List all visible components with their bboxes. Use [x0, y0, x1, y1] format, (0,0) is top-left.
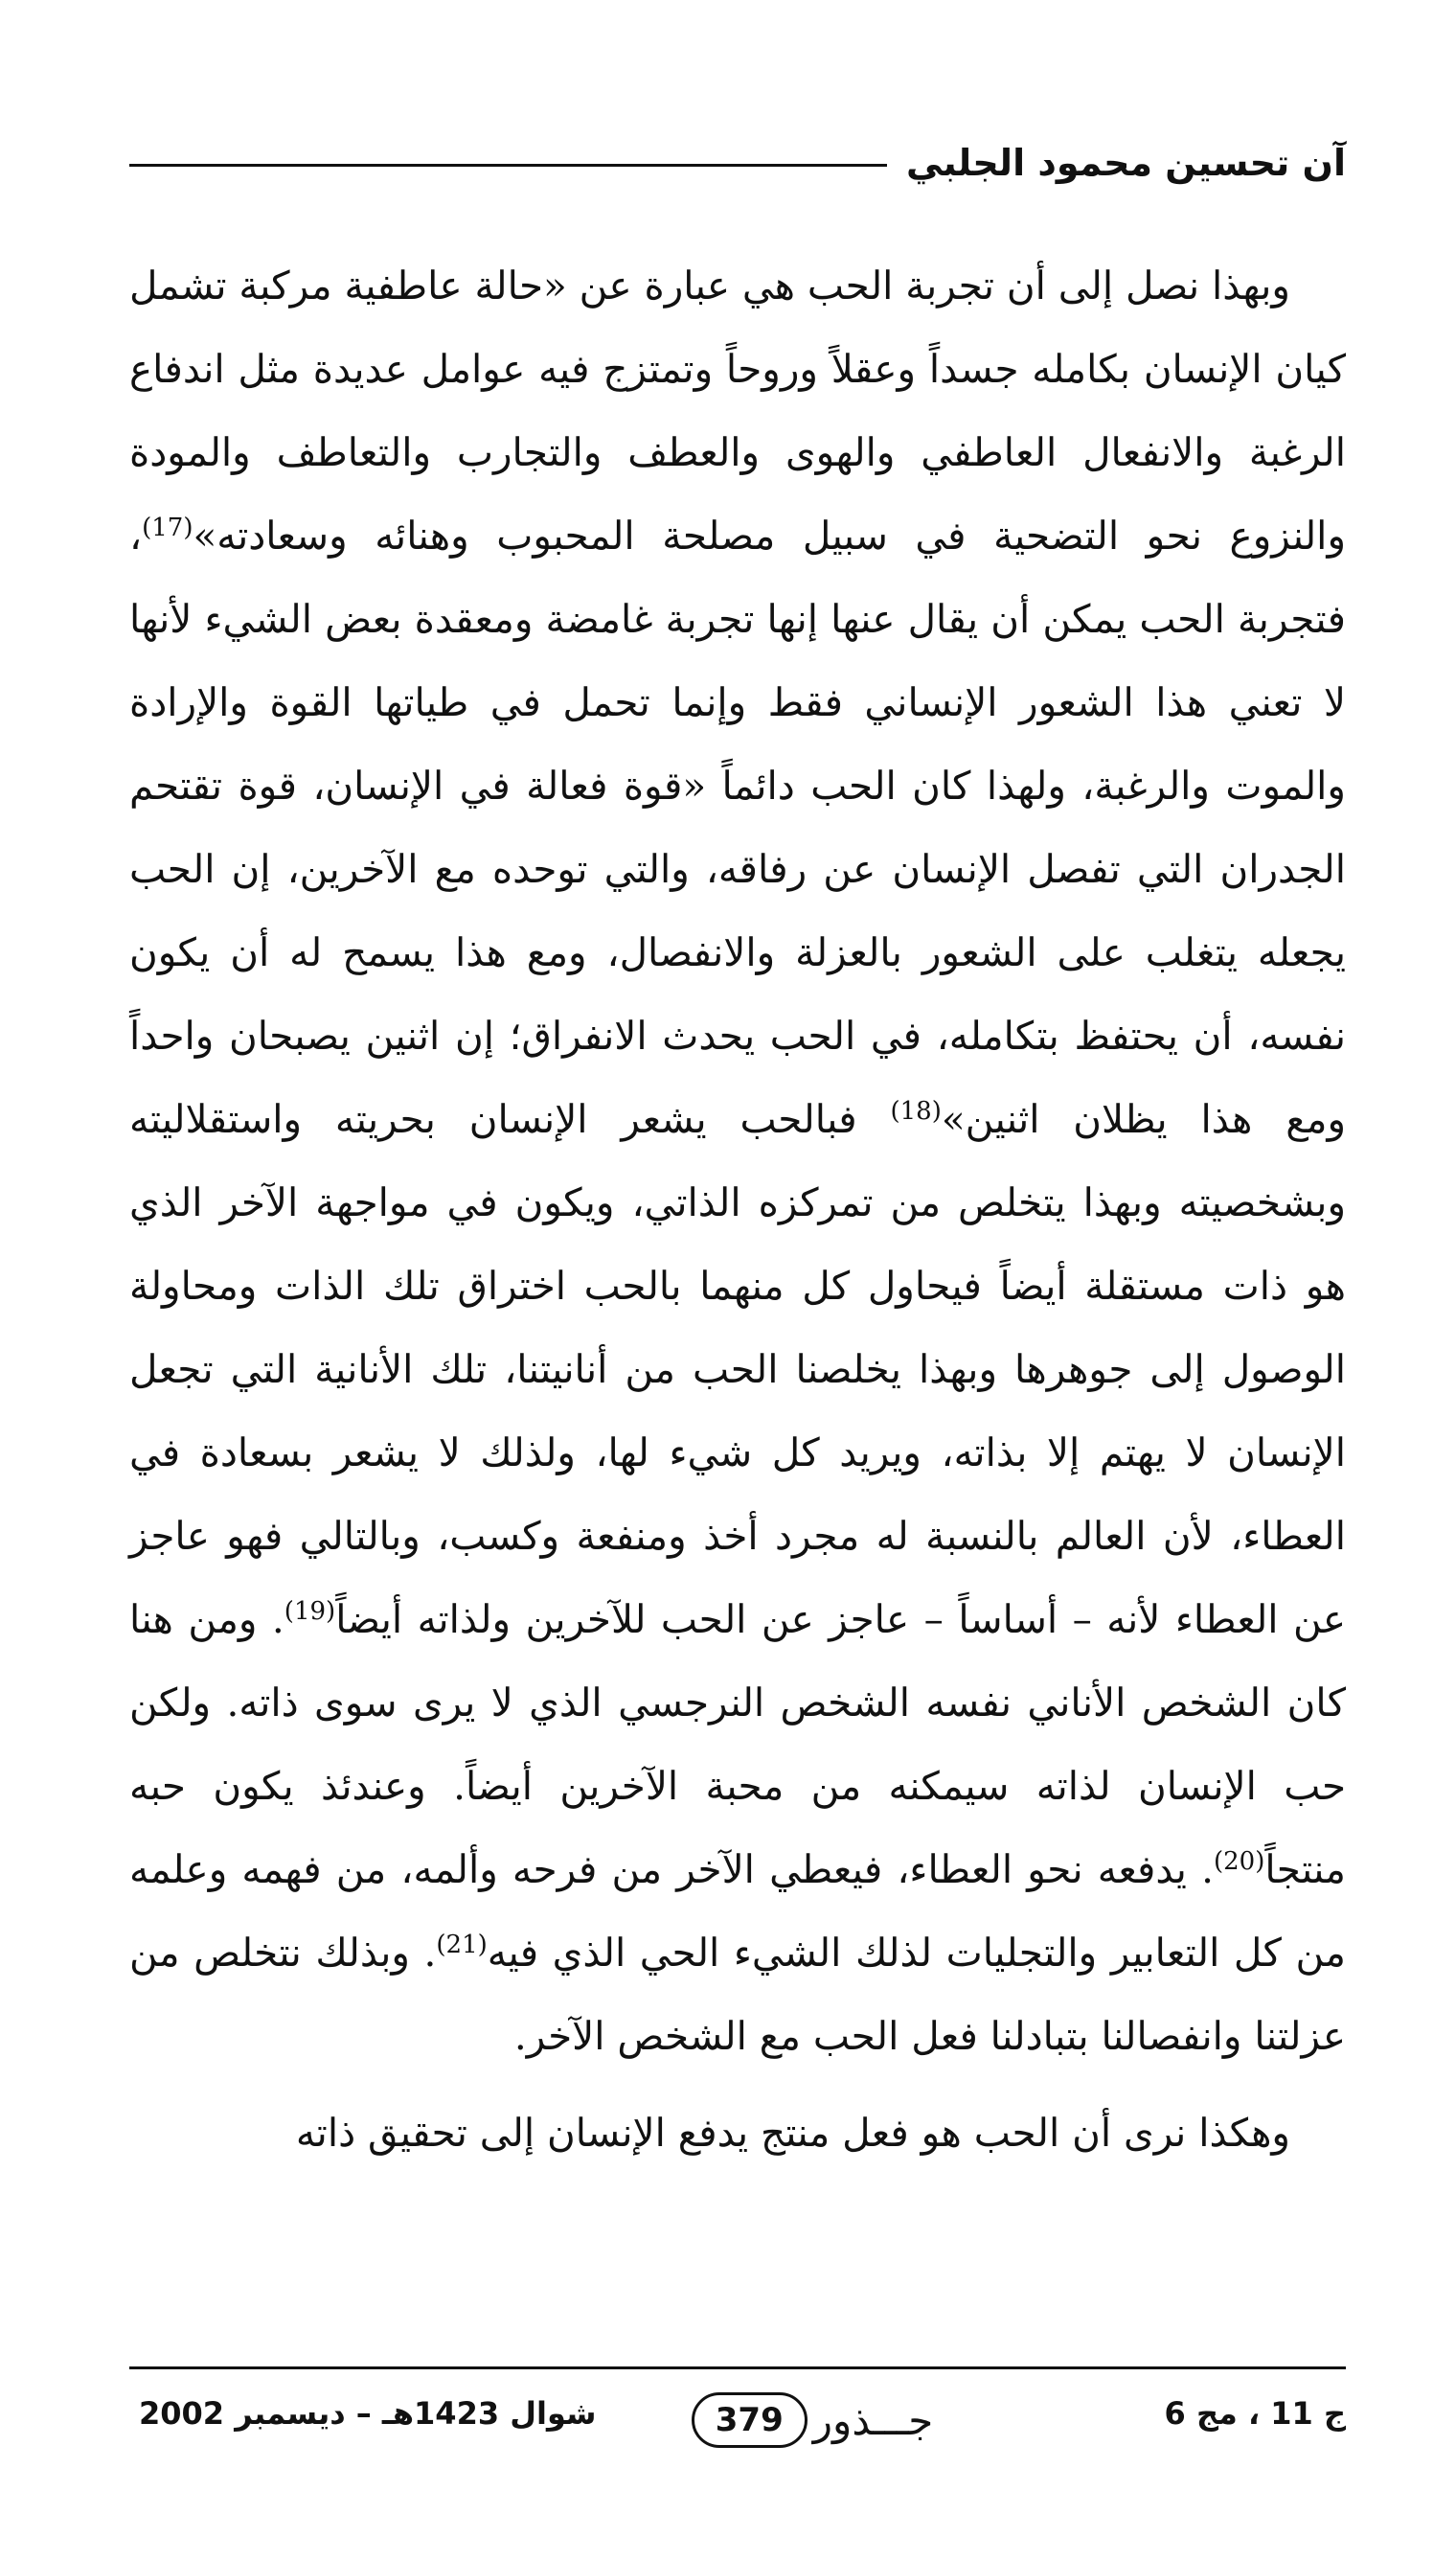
header-author-title: آن تحسين محمود الجلبي	[905, 142, 1346, 184]
footnote-marker[interactable]: (21)	[436, 1931, 488, 1959]
footer-journal-name: جـــذور	[812, 2396, 934, 2444]
page-footer	[129, 2382, 1346, 2458]
paragraph-text-run: . يدفعه نحو العطاء، فيعطي الآخر من فرحه وألمه، من فهمه وعلمه من كل التعابير والتجليات لذلك الشيء الحي الذي فيه	[129, 1846, 1346, 1976]
footer-page-number: 379	[692, 2392, 808, 2448]
footer-rule	[129, 2366, 1346, 2369]
paragraph-text-run: وهكذا نرى أن الحب هو فعل منتج يدفع الإنسان إلى تحقيق ذاته	[295, 2110, 1290, 2156]
paragraph-text-run: ، فتجربة الحب يمكن أن يقال عنها إنها تجربة غامضة ومعقدة بعض الشيء لأنها لا تعني هذا الشعور الإنساني فقط وإنما تحمل في طياتها القوة والإرادة والموت والرغبة، ولهذا كان الحب دائماً «قوة فعالة في الإنسان، قوة تقتحم الجدران التي تفصل الإنسان عن رفاقه، والتي توحده مع الآخرين، إن الحب يجعله يتغلب على الشعور بالعزلة والانفصال، ومع هذا يسمح له أن يكون نفسه، أن يحتفظ بتكامله، في الحب يحدث الانفراق؛ إن اثنين يصبحان واحداً ومع هذا يظلان اثنين»	[129, 513, 1346, 1142]
body-paragraph	[129, 2091, 1346, 2175]
footnote-marker[interactable]: (18)	[890, 1097, 942, 1126]
running-header	[129, 134, 1346, 192]
paragraph-text-run: . ومن هنا كان الشخص الأناني نفسه الشخص النرجسي الذي لا يرى سوى ذاته. ولكن حب الإنسان لذاته سيمكنه من محبة الآخرين أيضاً. وعندئذ يكون حبه منتجاً	[129, 1596, 1346, 1892]
paragraph-text-run: فبالحب يشعر الإنسان بحريته واستقلاليته وبشخصيته وبهذا يتخلص من تمركزه الذاتي، ويكون في مواجهة الآخر الذي هو ذات مستقلة أيضاً فيحاول كل منهما بالحب اختراق تلك الذات ومحاولة الوصول إلى جوهرها وبهذا يخلصنا الحب من أنانيتنا، تلك الأنانية التي تجعل الإنسان لا يهتم إلا بذاته، ويريد كل شيء لها، ولذلك لا يشعر بسعادة في العطاء، لأن العالم بالنسبة له مجرد أخذ ومنفعة وكسب، وبالتالي فهو عاجز عن العطاء لأنه – أساساً – عاجز عن الحب للآخرين ولذاته أيضاً	[129, 1096, 1347, 1642]
footer-journal-mark	[666, 2382, 953, 2458]
body-text	[129, 244, 1346, 2175]
footer-date: شوال 1423هـ – ديسمبر 2002	[139, 2395, 597, 2432]
paragraph-text-run: وبهذا نصل إلى أن تجربة الحب هي عبارة عن «حالة عاطفية مركبة تشمل كيان الإنسان بكامله جسداً وعقلاً وروحاً وتمتزج فيه عوامل عديدة مثل اندفاع الرغبة والانفعال العاطفي والهوى والعطف والتجارب والتعاطف والمودة والنزوع نحو التضحية في سبيل مصلحة المحبوب وهنائه وسعادته»	[129, 263, 1346, 559]
paragraph-text-run: . وبذلك نتخلص من عزلتنا وانفصالنا بتبادلنا فعل الحب مع الشخص الآخر.	[129, 1930, 1346, 2059]
body-paragraph	[129, 244, 1346, 2078]
footnote-marker[interactable]: (20)	[1213, 1847, 1265, 1876]
header-rule	[129, 164, 887, 167]
footer-volume: ج 11 ، مج 6	[1164, 2395, 1346, 2432]
footnote-marker[interactable]: (19)	[284, 1597, 336, 1626]
footnote-marker[interactable]: (17)	[142, 514, 193, 542]
